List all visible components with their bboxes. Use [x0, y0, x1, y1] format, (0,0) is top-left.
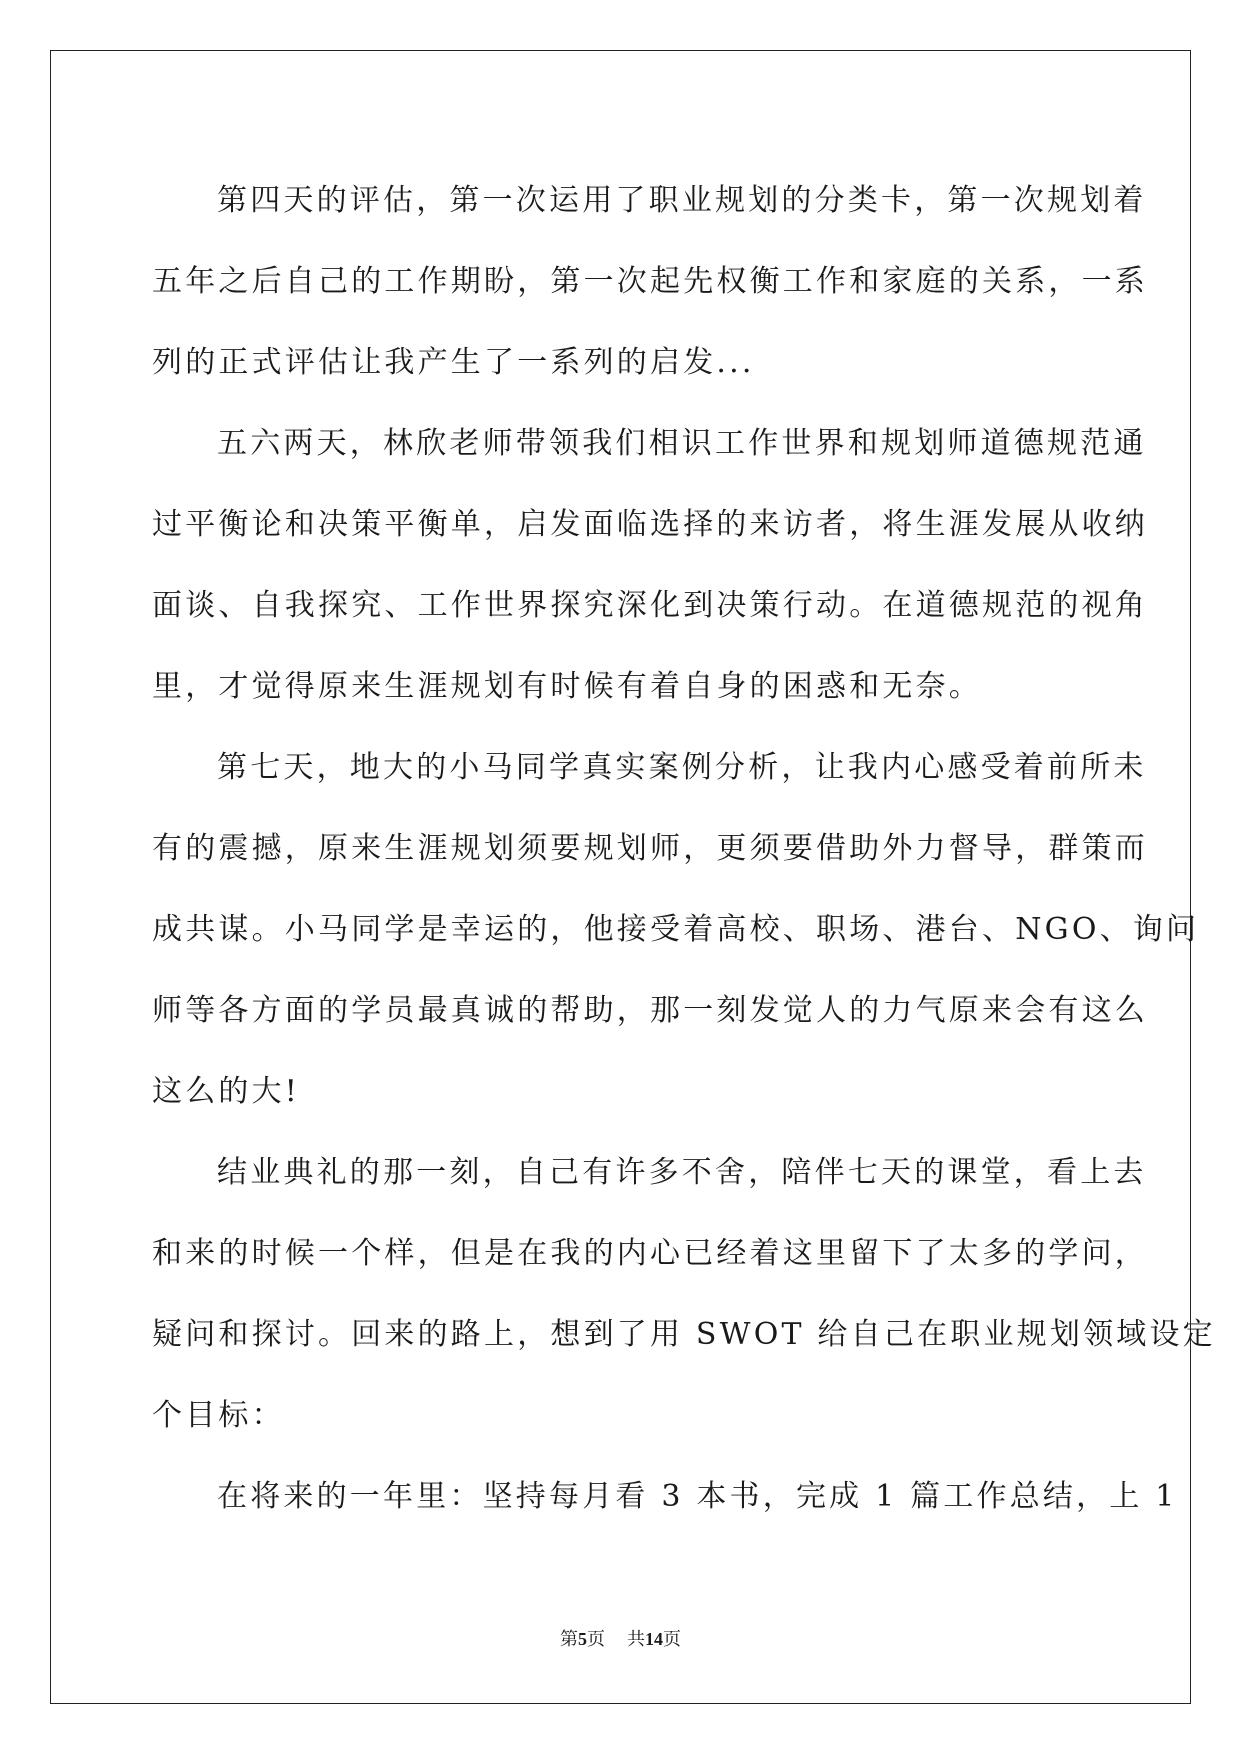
text-line: 这么的大!	[152, 1074, 301, 1109]
footer-total-suffix: 页	[663, 1629, 681, 1650]
text-line: 五六两天，林欣老师带领我们相识工作世界和规划师道德规范通	[217, 426, 1147, 461]
footer-page-prefix: 第	[560, 1629, 578, 1650]
text-line: 五年之后自己的工作期盼，第一次起先权衡工作和家庭的关系，一系	[152, 264, 1148, 299]
text-line: 成共谋。小马同学是幸运的，他接受着高校、职场、港台、NGO、询问	[152, 912, 1200, 947]
text-line: 和来的时候一个样，但是在我的内心已经着这里留下了太多的学问，	[152, 1236, 1148, 1271]
paragraph-5	[152, 1456, 1178, 1537]
total-pages-number: 14	[645, 1629, 663, 1649]
text-line: 个目标：	[152, 1398, 285, 1433]
paragraph-2	[152, 403, 1148, 727]
text-line: 第四天的评估，第一次运用了职业规划的分类卡，第一次规划着	[217, 183, 1147, 218]
footer-page-suffix: 页	[587, 1629, 605, 1650]
text-line: 第七天，地大的小马同学真实案例分析，让我内心感受着前所未	[217, 750, 1147, 785]
text-line: 在将来的一年里：坚持每月看 3 本书，完成 1 篇工作总结，上 1	[217, 1479, 1178, 1514]
text-line: 结业典礼的那一刻，自己有许多不舍，陪伴七天的课堂，看上去	[217, 1155, 1147, 1190]
paragraph-4	[152, 1132, 1216, 1456]
text-line: 面谈、自我探究、工作世界探究深化到决策行动。在道德规范的视角	[152, 588, 1148, 623]
footer-total-prefix: 共	[627, 1629, 645, 1650]
document-body	[152, 160, 1216, 1537]
text-line: 过平衡论和决策平衡单，启发面临选择的来访者，将生涯发展从收纳	[152, 507, 1148, 542]
text-line: 师等各方面的学员最真诚的帮助，那一刻发觉人的力气原来会有这么	[152, 993, 1148, 1028]
current-page-number: 5	[578, 1629, 587, 1649]
page-footer	[0, 1627, 1241, 1652]
text-line: 疑问和探讨。回来的路上，想到了用 SWOT 给自己在职业规划领域设定	[152, 1317, 1216, 1352]
paragraph-3	[152, 727, 1200, 1132]
text-line: 里，才觉得原来生涯规划有时候有着自身的困惑和无奈。	[152, 669, 982, 704]
paragraph-1	[152, 160, 1148, 403]
text-line: 有的震撼，原来生涯规划须要规划师，更须要借助外力督导，群策而	[152, 831, 1148, 866]
text-line: 列的正式评估让我产生了一系列的启发...	[152, 345, 755, 380]
